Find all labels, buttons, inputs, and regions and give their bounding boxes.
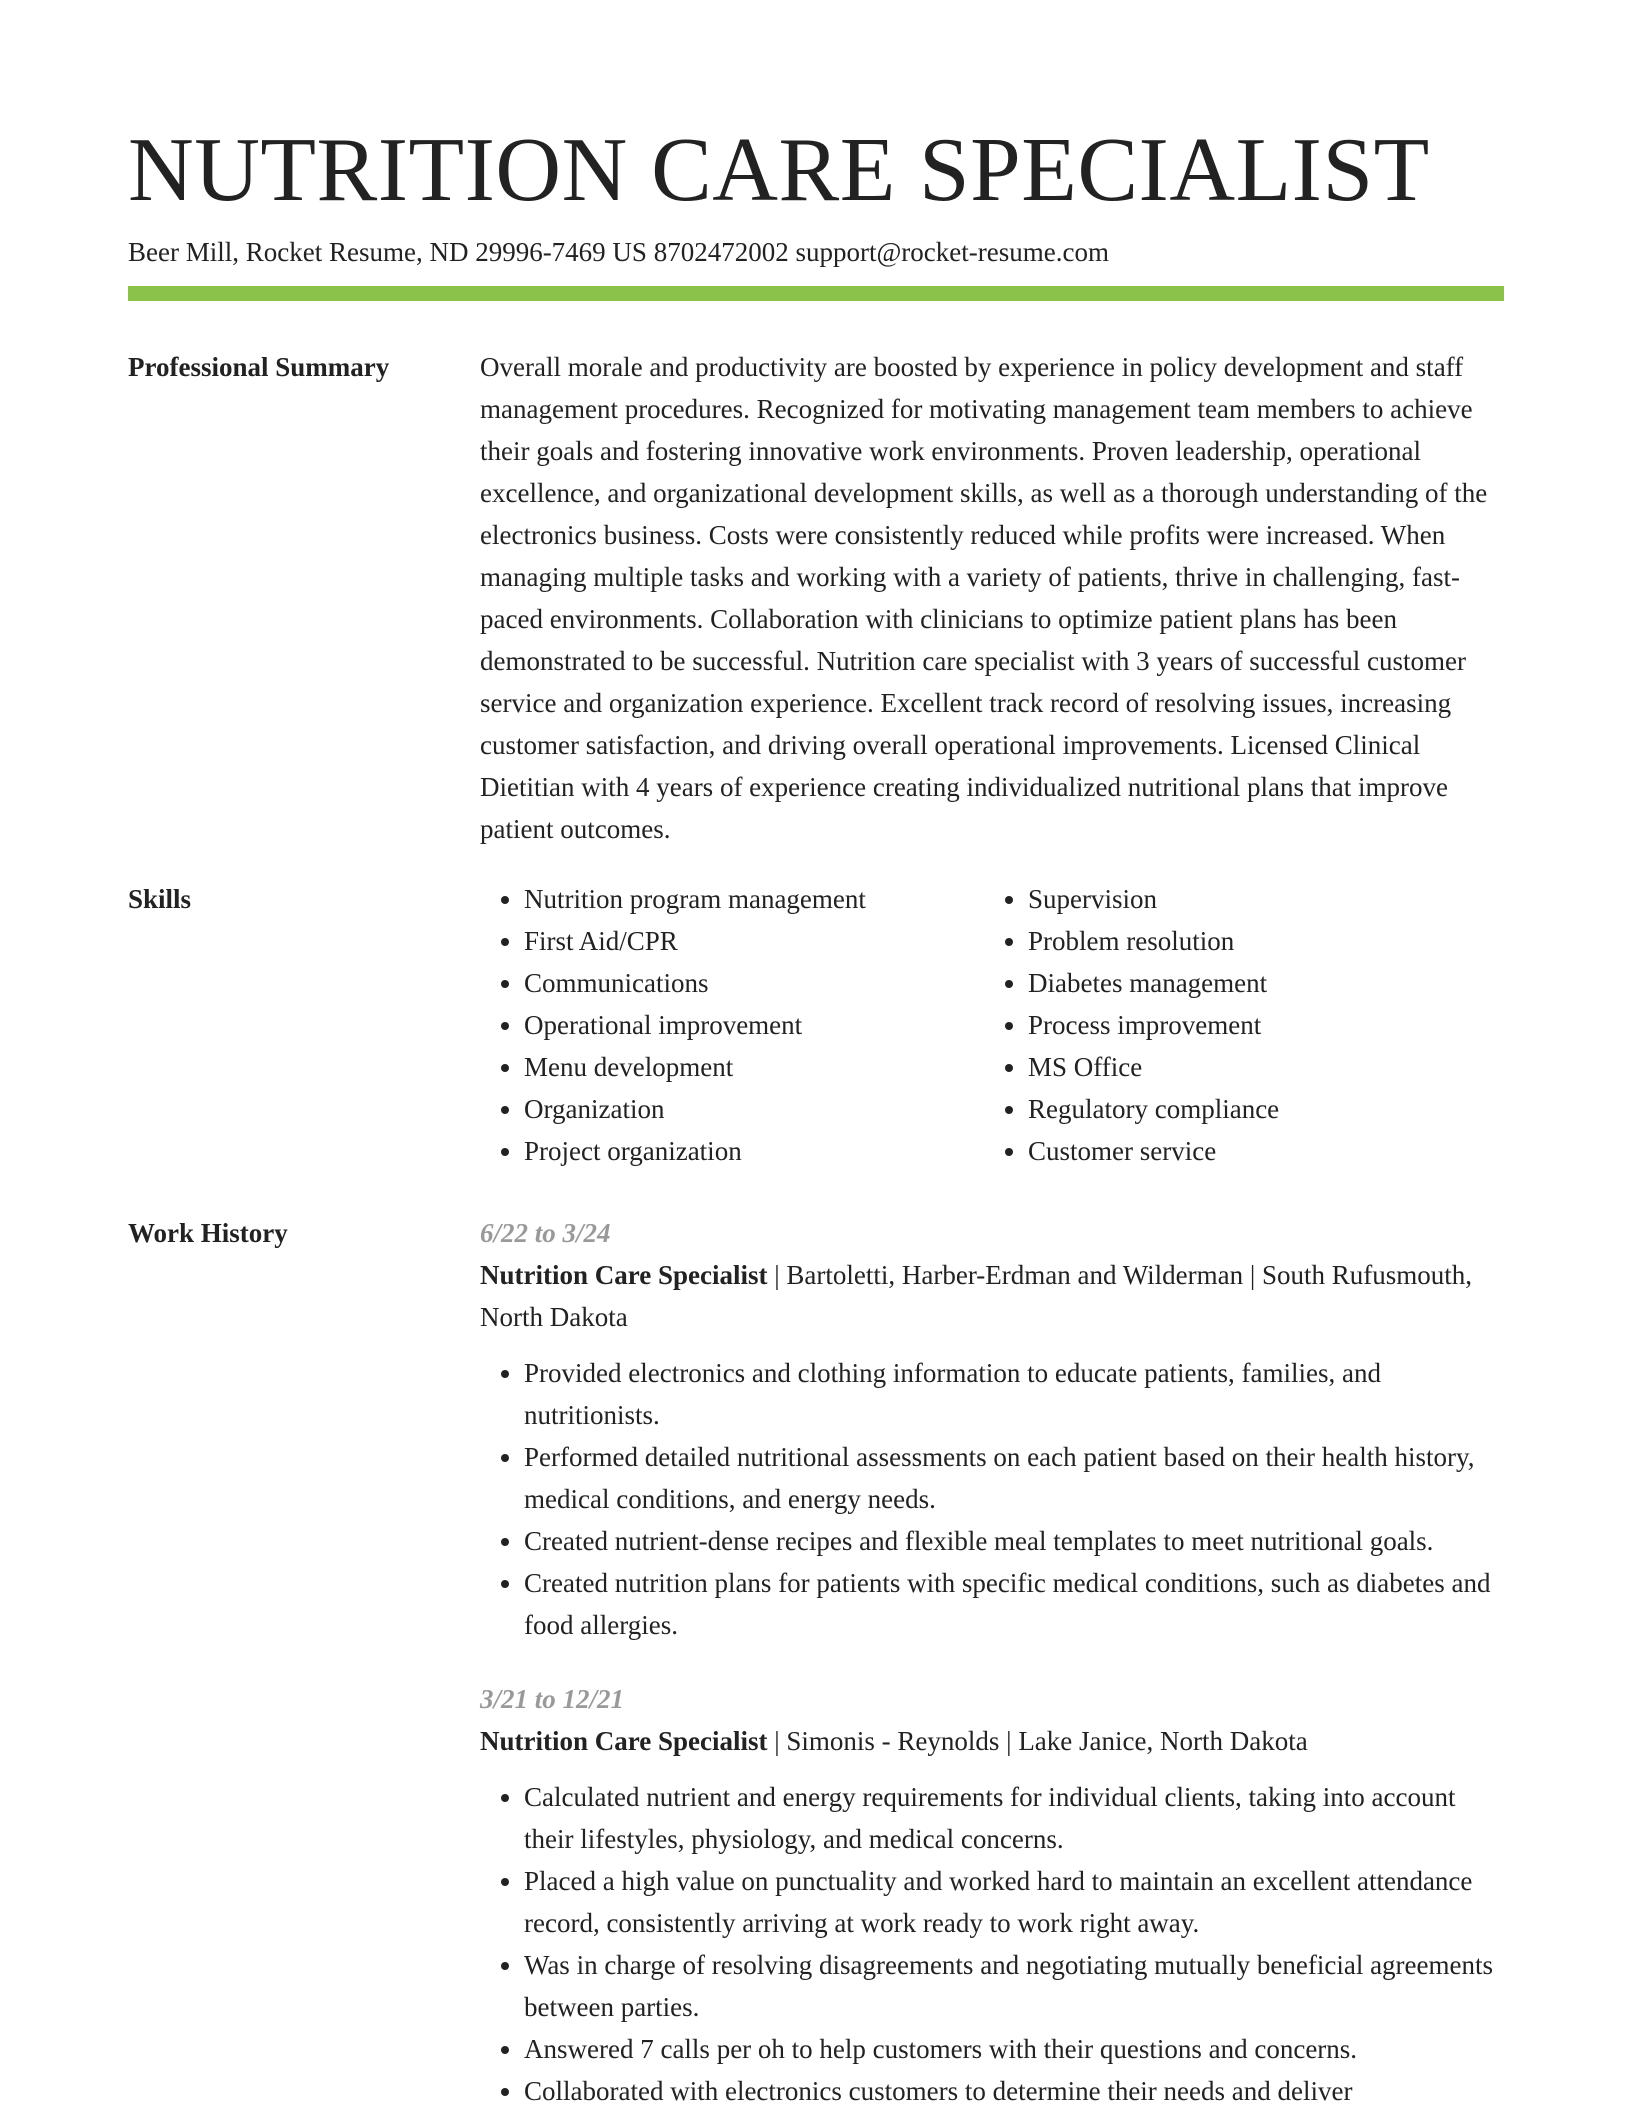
skill-item: • Problem resolution [1028, 920, 1488, 962]
skill-item: • First Aid/CPR [524, 920, 984, 962]
skill-item: • Project organization [524, 1130, 984, 1172]
skills-list-right [984, 878, 1488, 1172]
job-bullet-list [480, 1776, 1505, 2112]
skills-list-left [480, 878, 984, 1172]
skill-item: • Operational improvement [524, 1004, 984, 1046]
job-dates: 6/22 to 3/24 [480, 1218, 611, 1248]
job-employer-location: | Bartoletti, Harber-Erdman and Wilderman | South Rufusmouth, North Dakota [480, 1260, 1473, 1332]
skill-item: • Customer service [1028, 1130, 1488, 1172]
job-bullet: • Performed detailed nutritional assessments on each patient based on their health history, medical conditions, and energy needs. [524, 1436, 1505, 1520]
skill-item: • Organization [524, 1088, 984, 1130]
job-entry [480, 1678, 1505, 2112]
summary-body [480, 346, 1505, 850]
work-history-list [480, 1212, 1505, 2112]
job-entry [480, 1212, 1505, 1646]
skills-columns [480, 878, 1505, 1172]
job-title: Nutrition Care Specialist [480, 1726, 768, 1756]
job-dates: 3/21 to 12/21 [480, 1684, 625, 1714]
job-employer-location: | Simonis - Reynolds | Lake Janice, North Dakota [767, 1726, 1308, 1756]
contact-line: Beer Mill, Rocket Resume, ND 29996-7469 US 8702472002 support@rocket-resume.com [128, 237, 1109, 267]
skill-item: • Diabetes management [1028, 962, 1488, 1004]
skill-item: • MS Office [1028, 1046, 1488, 1088]
job-title: Nutrition Care Specialist [480, 1260, 768, 1290]
accent-divider [128, 286, 1504, 301]
resume-header [128, 118, 1504, 270]
skill-item: • Menu development [524, 1046, 984, 1088]
job-bullet: • Created nutrition plans for patients with specific medical conditions, such as diabetes and food allergies. [524, 1562, 1505, 1646]
job-bullet: • Answered 7 calls per oh to help customers with their questions and concerns. [524, 2028, 1505, 2070]
section-title-work-history: Work History [128, 1218, 288, 1248]
job-bullet: • Placed a high value on punctuality and worked hard to maintain an excellent attendance record, consistently arriving at work ready to work right away. [524, 1860, 1505, 1944]
job-bullet: • Created nutrient-dense recipes and flexible meal templates to meet nutritional goals. [524, 1520, 1505, 1562]
job-bullet: • Provided electronics and clothing information to educate patients, families, and nutritionists. [524, 1352, 1505, 1436]
skill-item: • Communications [524, 962, 984, 1004]
skill-item: • Nutrition program management [524, 878, 984, 920]
summary-text: Overall morale and productivity are boosted by experience in policy development and staff management procedures. Recognized for motivating management team members to achieve their goals and fostering innovative work environments. Proven leadership, operational excellence, and organizational development skills, as well as a thorough understanding of the electronics business. Costs were consistently reduced while profits were increased. When managing multiple tasks and working with a variety of patients, thrive in challenging, fast-paced environments. Collaboration with clinicians to optimize patient plans has been demonstrated to be successful. Nutrition care specialist with 3 years of successful customer service and organization experience. Excellent track record of resolving issues, increasing customer satisfaction, and driving overall operational improvements. Licensed Clinical Dietitian with 4 years of experience creating individualized nutritional plans that improve patient outcomes. [480, 352, 1488, 844]
section-title-skills: Skills [128, 884, 192, 914]
job-bullet: • Calculated nutrient and energy requirements for individual clients, taking into account their lifestyles, physiology, and medical concerns. [524, 1776, 1505, 1860]
candidate-title: NUTRITION CARE SPECIALIST [128, 119, 1430, 220]
skill-item: • Regulatory compliance [1028, 1088, 1488, 1130]
job-heading [480, 1254, 1505, 1338]
job-bullet: • Was in charge of resolving disagreements and negotiating mutually beneficial agreements between parties. [524, 1944, 1505, 2028]
skill-item: • Supervision [1028, 878, 1488, 920]
job-bullet-list [480, 1352, 1505, 1646]
skill-item: • Process improvement [1028, 1004, 1488, 1046]
section-title-summary: Professional Summary [128, 352, 390, 382]
job-bullet: • Collaborated with electronics customers to determine their needs and deliver [524, 2070, 1505, 2112]
job-heading [480, 1720, 1505, 1762]
